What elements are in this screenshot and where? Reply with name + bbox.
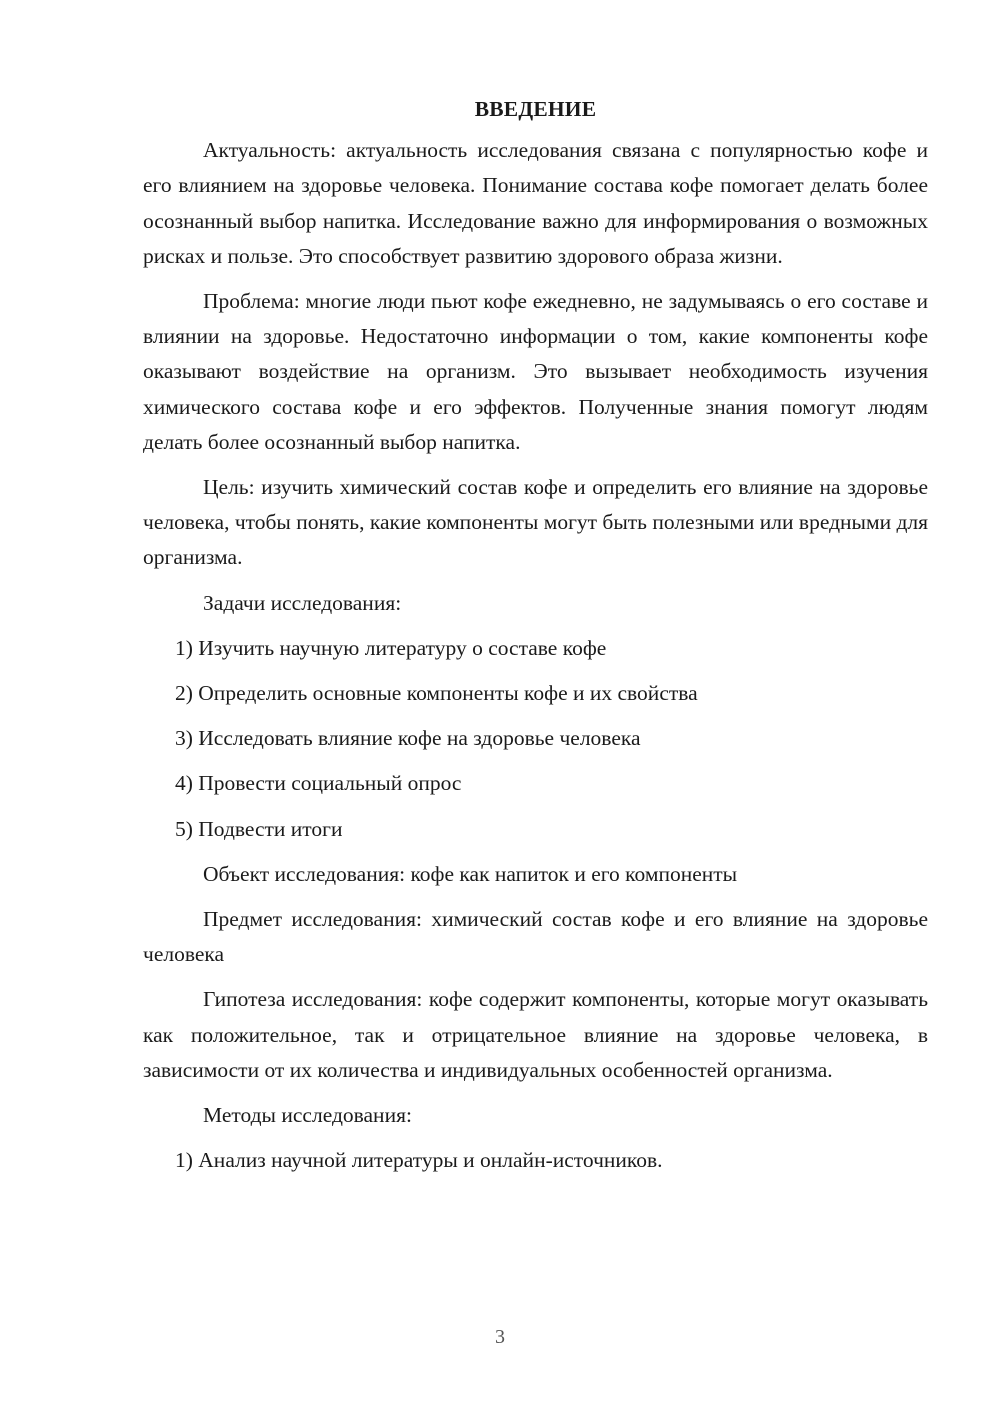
relevance-paragraph: Актуальность: актуальность исследования связана с популярностью кофе и его влиянием на здоровье человека. Понимание состава кофе помогает делать более осознанный выбор напитка. Исследование важно для информирования о возможных рисках и пользе. Это способствует развитию здорового образа жизни. (143, 138, 928, 268)
problem-paragraph: Проблема: многие люди пьют кофе ежедневно, не задумываясь о его составе и влиянии на здоровье. Недостаточно информации о том, какие компоненты кофе оказывают воздействие на организм. Это вызывает необходимость изучения химического состава кофе и его эффектов. Полученные знания помогут людям делать более осознанный выбор напитка. (143, 289, 928, 454)
list-item: 3) Исследовать влияние кофе на здоровье человека (175, 726, 641, 751)
hypothesis-paragraph: Гипотеза исследования: кофе содержит компоненты, которые могут оказывать как положительное, так и отрицательное влияние на здоровье человека, в зависимости от их количества и индивидуальных особенностей организма. (143, 987, 928, 1082)
list-item: 5) Подвести итоги (175, 816, 343, 841)
list-item: 2) Определить основные компоненты кофе и их свойства (175, 681, 698, 706)
list-item: 1) Изучить научную литературу о составе кофе (175, 635, 607, 660)
tasks-heading: Задачи исследования: (203, 590, 402, 615)
list-item: 1) Анализ научной литературы и онлайн-источников. (175, 1148, 663, 1173)
subject-paragraph: Предмет исследования: химический состав кофе и его влияние на здоровье человека (143, 907, 928, 967)
document-page (143, 92, 928, 1188)
tasks-list (143, 631, 928, 847)
page-number: 3 (495, 1326, 505, 1348)
section-title: ВВЕДЕНИЕ (474, 97, 597, 121)
list-item: 4) Провести социальный опрос (175, 771, 462, 796)
methods-heading: Методы исследования: (203, 1103, 412, 1128)
methods-list (143, 1143, 928, 1178)
object-paragraph: Объект исследования: кофе как напиток и его компоненты (203, 861, 738, 886)
goal-paragraph: Цель: изучить химический состав кофе и определить его влияние на здоровье человека, чтобы понять, какие компоненты могут быть полезными или вредными для организма. (143, 475, 929, 570)
